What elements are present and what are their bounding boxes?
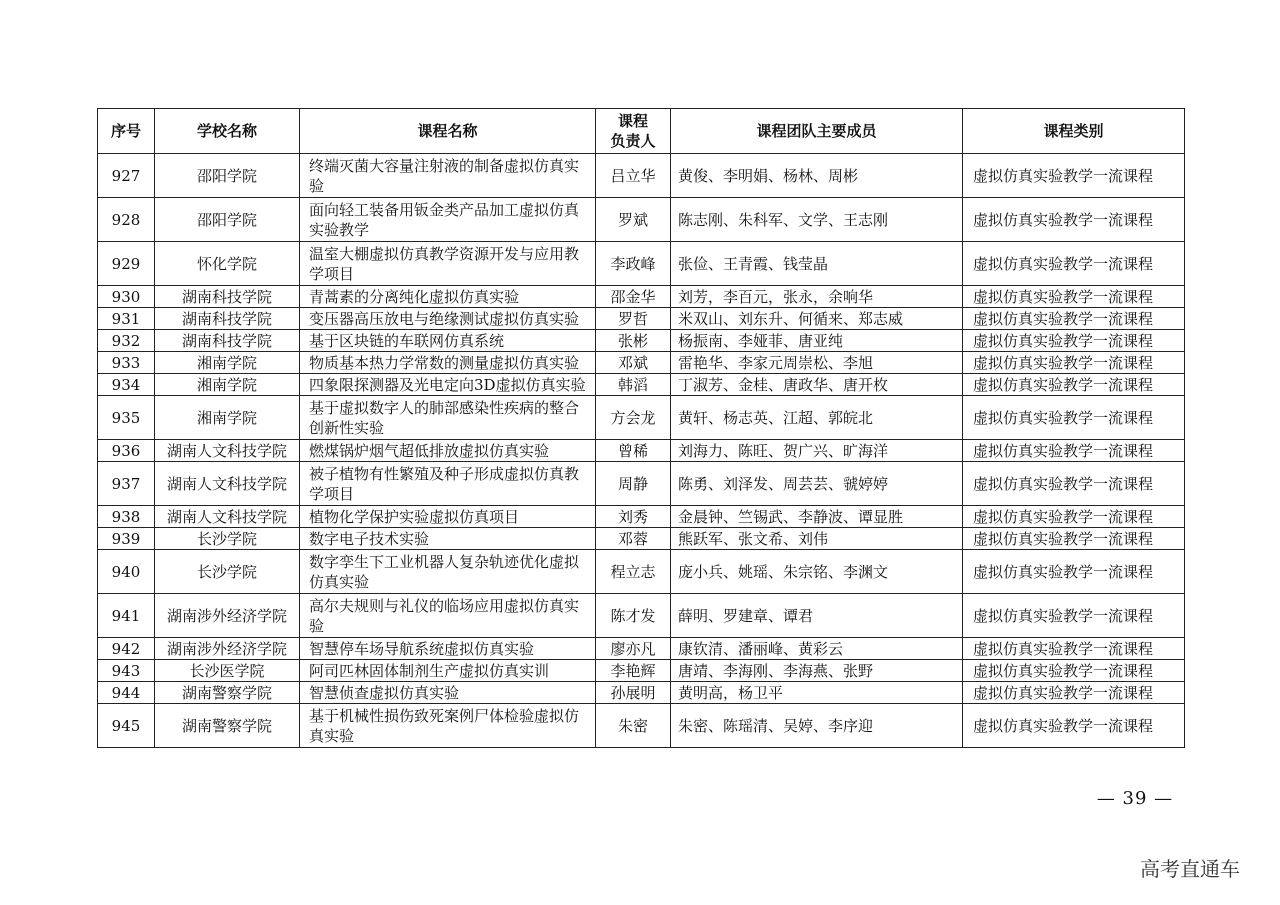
cell-leader: 李政峰	[596, 242, 671, 286]
cell-leader: 吕立华	[596, 154, 671, 198]
cell-leader: 方会龙	[596, 396, 671, 440]
cell-team: 陈勇、刘泽发、周芸芸、虢婷婷	[671, 462, 963, 506]
cell-course: 高尔夫规则与礼仪的临场应用虚拟仿真实验	[300, 594, 596, 638]
cell-course: 燃煤锅炉烟气超低排放虚拟仿真实验	[300, 440, 596, 462]
cell-category: 虚拟仿真实验教学一流课程	[963, 528, 1185, 550]
header-leader-line2: 负责人	[610, 132, 656, 150]
cell-category: 虚拟仿真实验教学一流课程	[963, 550, 1185, 594]
cell-category: 虚拟仿真实验教学一流课程	[963, 242, 1185, 286]
cell-school: 湖南涉外经济学院	[155, 638, 300, 660]
table-row	[98, 374, 1185, 396]
cell-leader: 韩滔	[596, 374, 671, 396]
cell-leader: 廖亦凡	[596, 638, 671, 660]
header-no: 序号	[98, 109, 155, 154]
cell-team: 康钦清、潘丽峰、黄彩云	[671, 638, 963, 660]
table-row	[98, 528, 1185, 550]
cell-school: 长沙学院	[155, 528, 300, 550]
cell-no: 935	[98, 396, 155, 440]
cell-leader: 孙展明	[596, 682, 671, 704]
table-row	[98, 660, 1185, 682]
table-row	[98, 704, 1185, 748]
cell-course: 阿司匹林固体制剂生产虚拟仿真实训	[300, 660, 596, 682]
cell-course: 基于机械性损伤致死案例尸体检验虚拟仿真实验	[300, 704, 596, 748]
cell-category: 虚拟仿真实验教学一流课程	[963, 440, 1185, 462]
header-category: 课程类别	[963, 109, 1185, 154]
cell-leader: 李艳辉	[596, 660, 671, 682]
cell-category: 虚拟仿真实验教学一流课程	[963, 154, 1185, 198]
table-row	[98, 440, 1185, 462]
cell-leader: 朱密	[596, 704, 671, 748]
cell-no: 942	[98, 638, 155, 660]
cell-school: 湖南警察学院	[155, 682, 300, 704]
cell-school: 邵阳学院	[155, 198, 300, 242]
cell-course: 基于虚拟数字人的肺部感染性疾病的整合创新性实验	[300, 396, 596, 440]
cell-no: 937	[98, 462, 155, 506]
cell-no: 943	[98, 660, 155, 682]
cell-course: 基于区块链的车联网仿真系统	[300, 330, 596, 352]
watermark: 高考直通车	[1140, 857, 1240, 881]
cell-school: 湖南科技学院	[155, 308, 300, 330]
table-row	[98, 638, 1185, 660]
cell-team: 熊跃军、张文希、刘伟	[671, 528, 963, 550]
cell-school: 湖南涉外经济学院	[155, 594, 300, 638]
cell-team: 刘海力、陈旺、贺广兴、旷海洋	[671, 440, 963, 462]
cell-category: 虚拟仿真实验教学一流课程	[963, 198, 1185, 242]
cell-no: 936	[98, 440, 155, 462]
cell-no: 928	[98, 198, 155, 242]
table-row	[98, 198, 1185, 242]
cell-leader: 邓斌	[596, 352, 671, 374]
cell-school: 湖南人文科技学院	[155, 462, 300, 506]
table-row	[98, 242, 1185, 286]
cell-team: 陈志刚、朱科军、文学、王志刚	[671, 198, 963, 242]
header-course: 课程名称	[300, 109, 596, 154]
cell-course: 面向轻工装备用钣金类产品加工虚拟仿真实验教学	[300, 198, 596, 242]
cell-leader: 罗斌	[596, 198, 671, 242]
cell-category: 虚拟仿真实验教学一流课程	[963, 308, 1185, 330]
cell-no: 944	[98, 682, 155, 704]
table-row	[98, 352, 1185, 374]
header-leader	[596, 109, 671, 154]
cell-school: 长沙学院	[155, 550, 300, 594]
cell-course: 终端灭菌大容量注射液的制备虚拟仿真实验	[300, 154, 596, 198]
cell-course: 植物化学保护实验虚拟仿真项目	[300, 506, 596, 528]
cell-no: 941	[98, 594, 155, 638]
cell-leader: 陈才发	[596, 594, 671, 638]
cell-school: 湖南人文科技学院	[155, 440, 300, 462]
cell-school: 湘南学院	[155, 374, 300, 396]
cell-school: 湖南警察学院	[155, 704, 300, 748]
cell-leader: 刘秀	[596, 506, 671, 528]
cell-school: 湘南学院	[155, 352, 300, 374]
cell-category: 虚拟仿真实验教学一流课程	[963, 638, 1185, 660]
cell-school: 长沙医学院	[155, 660, 300, 682]
cell-leader: 周静	[596, 462, 671, 506]
cell-category: 虚拟仿真实验教学一流课程	[963, 682, 1185, 704]
cell-team: 薛明、罗建章、谭君	[671, 594, 963, 638]
header-school: 学校名称	[155, 109, 300, 154]
cell-team: 朱密、陈瑶清、吴婷、李序迎	[671, 704, 963, 748]
table-row	[98, 286, 1185, 308]
cell-team: 黄轩、杨志英、江超、郭皖北	[671, 396, 963, 440]
cell-course: 智慧停车场导航系统虚拟仿真实验	[300, 638, 596, 660]
table-row	[98, 330, 1185, 352]
cell-no: 932	[98, 330, 155, 352]
cell-no: 930	[98, 286, 155, 308]
cell-category: 虚拟仿真实验教学一流课程	[963, 462, 1185, 506]
cell-school: 湖南科技学院	[155, 330, 300, 352]
cell-no: 945	[98, 704, 155, 748]
cell-course: 变压器高压放电与绝缘测试虚拟仿真实验	[300, 308, 596, 330]
cell-course: 数字孪生下工业机器人复杂轨迹优化虚拟仿真实验	[300, 550, 596, 594]
cell-leader: 曾稀	[596, 440, 671, 462]
cell-team: 张俭、王青霞、钱莹晶	[671, 242, 963, 286]
cell-no: 939	[98, 528, 155, 550]
cell-leader: 罗哲	[596, 308, 671, 330]
cell-no: 929	[98, 242, 155, 286]
cell-leader: 张彬	[596, 330, 671, 352]
header-team: 课程团队主要成员	[671, 109, 963, 154]
cell-category: 虚拟仿真实验教学一流课程	[963, 704, 1185, 748]
cell-team: 米双山、刘东升、何循来、郑志威	[671, 308, 963, 330]
cell-category: 虚拟仿真实验教学一流课程	[963, 506, 1185, 528]
cell-no: 931	[98, 308, 155, 330]
page-number: — 39 —	[1096, 788, 1174, 809]
cell-leader: 邓蓉	[596, 528, 671, 550]
cell-category: 虚拟仿真实验教学一流课程	[963, 286, 1185, 308]
cell-leader: 邵金华	[596, 286, 671, 308]
cell-course: 物质基本热力学常数的测量虚拟仿真实验	[300, 352, 596, 374]
cell-course: 温室大棚虚拟仿真教学资源开发与应用教学项目	[300, 242, 596, 286]
cell-no: 934	[98, 374, 155, 396]
table-row	[98, 506, 1185, 528]
table-body	[98, 154, 1185, 748]
cell-no: 938	[98, 506, 155, 528]
table-header-row	[98, 109, 1185, 154]
table-row	[98, 594, 1185, 638]
cell-course: 四象限探测器及光电定向3D虚拟仿真实验	[300, 374, 596, 396]
cell-school: 邵阳学院	[155, 154, 300, 198]
cell-category: 虚拟仿真实验教学一流课程	[963, 396, 1185, 440]
table-row	[98, 308, 1185, 330]
cell-category: 虚拟仿真实验教学一流课程	[963, 330, 1185, 352]
cell-school: 湖南科技学院	[155, 286, 300, 308]
table-row	[98, 396, 1185, 440]
cell-team: 雷艳华、李家元周崇松、李旭	[671, 352, 963, 374]
cell-team: 刘芳，李百元，张永，余响华	[671, 286, 963, 308]
cell-category: 虚拟仿真实验教学一流课程	[963, 594, 1185, 638]
cell-course: 青蒿素的分离纯化虚拟仿真实验	[300, 286, 596, 308]
cell-team: 黄俊、李明娟、杨林、周彬	[671, 154, 963, 198]
table-row	[98, 682, 1185, 704]
table-row	[98, 550, 1185, 594]
cell-team: 杨振南、李娅菲、唐亚纯	[671, 330, 963, 352]
cell-course: 智慧侦查虚拟仿真实验	[300, 682, 596, 704]
cell-no: 940	[98, 550, 155, 594]
course-table	[97, 108, 1185, 748]
cell-team: 唐靖、李海刚、李海燕、张野	[671, 660, 963, 682]
cell-category: 虚拟仿真实验教学一流课程	[963, 660, 1185, 682]
cell-category: 虚拟仿真实验教学一流课程	[963, 352, 1185, 374]
cell-team: 黄明高，杨卫平	[671, 682, 963, 704]
cell-school: 怀化学院	[155, 242, 300, 286]
cell-team: 丁淑芳、金桂、唐政华、唐开枚	[671, 374, 963, 396]
cell-course: 被子植物有性繁殖及种子形成虚拟仿真教学项目	[300, 462, 596, 506]
cell-no: 933	[98, 352, 155, 374]
cell-school: 湘南学院	[155, 396, 300, 440]
table-row	[98, 462, 1185, 506]
cell-team: 庞小兵、姚瑶、朱宗铭、李渊文	[671, 550, 963, 594]
cell-school: 湖南人文科技学院	[155, 506, 300, 528]
cell-category: 虚拟仿真实验教学一流课程	[963, 374, 1185, 396]
cell-course: 数字电子技术实验	[300, 528, 596, 550]
table-row	[98, 154, 1185, 198]
cell-leader: 程立志	[596, 550, 671, 594]
cell-no: 927	[98, 154, 155, 198]
header-leader-line1: 课程	[617, 112, 648, 130]
cell-team: 金晨钟、竺锡武、李静波、谭显胜	[671, 506, 963, 528]
